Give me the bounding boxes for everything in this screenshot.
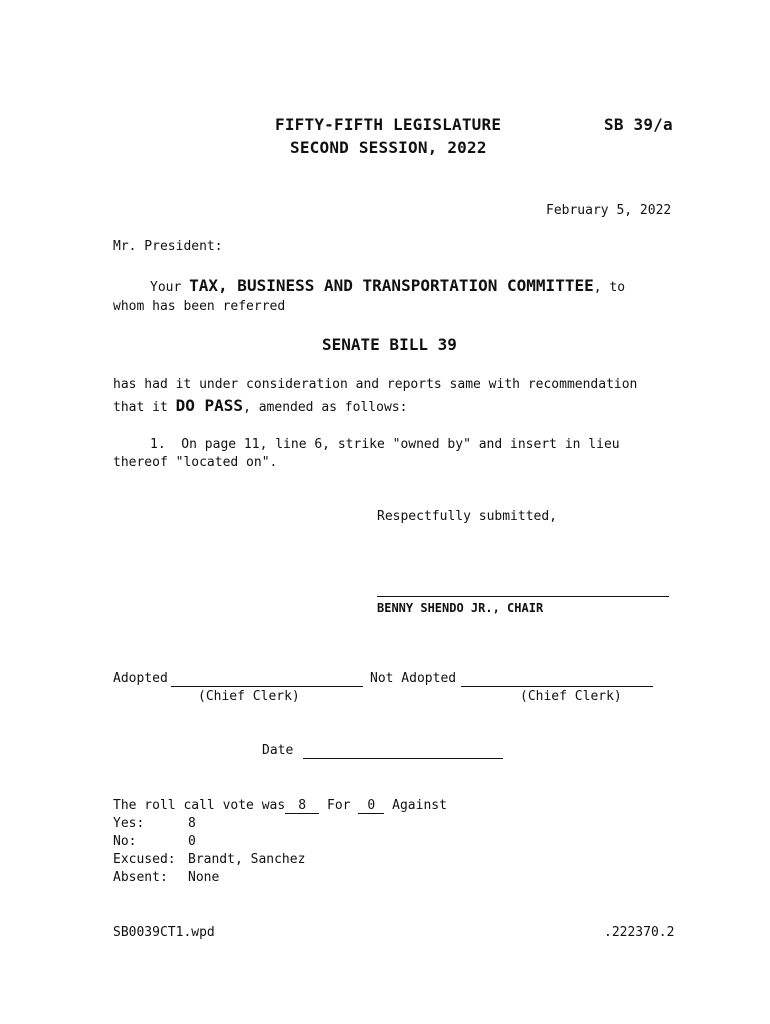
- yes-value: 8: [188, 816, 196, 831]
- against-count: 0: [358, 798, 384, 814]
- not-adopted-label: Not Adopted: [370, 671, 457, 686]
- roll-call-line: [113, 797, 447, 815]
- amended-text: , amended as follows:: [243, 400, 408, 415]
- no-label: No:: [113, 834, 137, 849]
- closing: Respectfully submitted,: [377, 509, 558, 524]
- absent-value: None: [188, 870, 220, 885]
- for-label: For: [327, 798, 351, 813]
- chief-clerk-label-2: (Chief Clerk): [520, 689, 622, 704]
- intro-line-1: [150, 277, 625, 297]
- roll-call-prefix: The roll call vote was: [113, 798, 286, 813]
- bill-title: SENATE BILL 39: [322, 335, 457, 354]
- committee-name: TAX, BUSINESS AND TRANSPORTATION COMMITTEE: [189, 276, 594, 295]
- date-label: Date: [262, 743, 294, 758]
- adopted-label: Adopted: [113, 671, 168, 686]
- report-date: February 5, 2022: [546, 203, 672, 218]
- excused-label: Excused:: [113, 852, 176, 867]
- signer-name: BENNY SHENDO JR., CHAIR: [377, 601, 544, 615]
- amendment-line-1: 1. On page 11, line 6, strike "owned by" and insert in lieu: [150, 437, 620, 452]
- intro-to: , to: [593, 280, 626, 295]
- bill-id: SB 39/a: [604, 115, 673, 134]
- not-adopted-line: [461, 686, 653, 687]
- no-value: 0: [188, 834, 196, 849]
- salutation: Mr. President:: [113, 239, 223, 254]
- yes-label: Yes:: [113, 816, 145, 831]
- that-it: that it: [113, 400, 168, 415]
- amendment-line-2: thereof "located on".: [113, 455, 278, 470]
- intro-line-2: whom has been referred: [113, 299, 286, 314]
- footer-code: .222370.2: [604, 925, 675, 940]
- date-line: [303, 758, 503, 759]
- intro-your: Your: [150, 280, 182, 295]
- adopted-line: [171, 686, 363, 687]
- do-pass: DO PASS: [175, 396, 244, 415]
- session-title: SECOND SESSION, 2022: [290, 138, 487, 157]
- chief-clerk-label-1: (Chief Clerk): [198, 689, 300, 704]
- signature-line: [377, 596, 669, 597]
- against-label: Against: [392, 798, 447, 813]
- footer-filename: SB0039CT1.wpd: [113, 925, 215, 940]
- consideration-line-2: [113, 397, 407, 417]
- excused-value: Brandt, Sanchez: [188, 852, 306, 867]
- consideration-line-1: has had it under consideration and reports same with recommendation: [113, 377, 638, 392]
- legislature-title: FIFTY-FIFTH LEGISLATURE: [275, 115, 502, 134]
- absent-label: Absent:: [113, 870, 168, 885]
- for-count: 8: [285, 798, 319, 814]
